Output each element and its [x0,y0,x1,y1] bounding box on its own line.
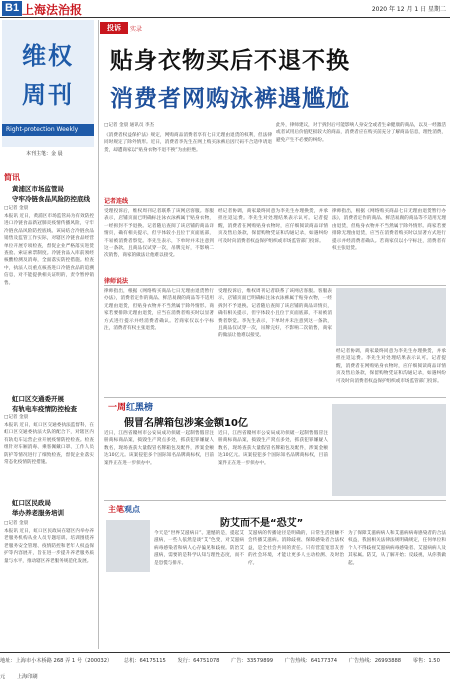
lead-headline-2: 消费者网购泳裤遇尴尬 [110,86,350,112]
footer-circulation: 发行：64751078 [177,658,220,664]
secondary-headline: 假冒名牌箱包涉案金额10亿 [124,418,248,429]
banner-subtitle: Right-protection Weekly [2,124,94,136]
lawyer-body-col2: 受理投诉后，维权周刊记者联系了该网店客服。客服表示，店铺页面已明确标注泳衣泳裤属于贴身衣物，一经拆封不予退换。记者随后查阅了该店铺的商品详情页，确有相关提示，但字体较小且位于页面底部，不易被消费者察觉。李先生表示，下单时并未注意到这一条款，且商品仅试穿一次，吊牌完好，不影响二次销售，商家的做法让他难以接受。 [218,289,332,339]
footer-price: 零售：1.50 元 [0,658,440,680]
commentary-col2: 艾滋病的传播途径是明确的，日常生活接触不会传播艾滋病。消除歧视、保障感染者合法权益，是全社会共同的责任。只有营造宽容友善的社会环境，才能让更多人主动检测、及时治疗。 [248,531,344,566]
brief-section-tag: 简讯 [4,173,20,182]
banner-title-2: 周刊 [22,81,74,109]
lead-summary-continued: 此外，律师建议，对于拆封后可能影响人身安全或者生命健康的商品，以及一经激活或者试用后价值贬损较大的商品，消费者应在购买前充分了解商品信息，理性消费，避免产生不必要的纠纷。 [276,123,446,143]
lead-byline: □记者 金晨 通讯员 李杰 [104,123,155,128]
footer-address: 地址：上海市小木桥路 268 弄 1 号（200032） [0,658,113,664]
section-rule-1 [104,205,446,206]
commentary-col1: 今天是“世界艾滋病日”。遗憾的是，提起艾滋病，一些人依然是谈“艾”色变，对艾滋病病毒感染者和病人心存偏见和歧视。防治艾滋病，需要的是科学认知与理性态度，而不是恐慌与排斥。 [154,531,244,566]
brief-3-body: 本报讯 近日，虹口区民政局在辖区内举办养老服务机构从业人员专题培训。培训围绕养老服务安全管理、疫情防控和老年人权益保护等内容展开，旨在进一步提升养老服务质量与水平，推动辖区养老服务规范化发展。 [4,529,94,564]
commentary-headline: 防艾而不是“恐艾” [220,518,304,529]
banner-title-1: 维权 [22,42,74,70]
story-divider-2 [104,500,446,501]
newspaper-masthead: 上海法治报 [22,3,83,17]
lead-kicker-tag: 投诉 [100,22,128,34]
secondary-body-2: 近日，江西省赣州市公安局成功侦破一起制售假冒注册商标商品案，捣毁生产窝点多处，抓获犯罪嫌疑人数名，现场查获大量假冒名牌箱包及配件，涉案金额达10亿元。该案侵犯多个国际知名品牌商标权，目前案件正在进一步侦办中。 [218,431,328,466]
page-number: B1 [2,1,22,16]
commentary-tag-main: 主笔 [108,505,124,514]
commentary-tag [108,504,140,515]
issue-date: 2020 年 12 月 1 日 星期二 [371,6,446,13]
commentary-tag-accent: 观点 [124,505,140,514]
lead-body-col2: 经记者协调，商家最终同意为李先生办理换货，并承担往返运费。李先生对处理结果表示认可。记者提醒，消费者在网购贴身衣物时，应仔细阅读商品详情页及售后条款，保留购物凭证和沟通记录，如遇纠纷可及时向消费者权益保护组织或市场监管部门投诉。 [218,209,328,244]
brief-2-body: 本报讯 近日，虹口区交通委执法监督科，在虹口区交通委执法大队的配合下，对辖区内有轨电车运营企业开展疫情防控检查。检查组针对车厢消毒、乘客佩戴口罩、工作人员防护等情况进行了细致检查，督促企业落实常态化疫情防控措施。 [4,423,94,466]
commentary-col3: 为了保障艾滋病病人和艾滋病病毒感染者的合法权益，我国相关法律法规明确规定，任何单位和个人不得歧视艾滋病病毒感染者、艾滋病病人及其家属。防艾，从了解开始；反歧视，从你我做起。 [348,531,446,566]
columnist-photo [106,520,150,572]
secondary-tag-accent: 红黑榜 [126,403,154,413]
footer-ads: 广告：33579899 [231,658,274,664]
lawyer-body-col3: 经记者协调，商家最终同意为李先生办理换货，并承担往返运费。李先生对处理结果表示认可。记者提醒，消费者在网购贴身衣物时，应仔细阅读商品详情页及售后条款，保留购物凭证和沟通记录，如遇纠纷可及时向消费者权益保护组织或市场监管部门投诉。 [336,349,446,384]
lead-photo [336,288,446,346]
footer-switchboard: 总机：64175115 [123,658,166,664]
footer-ads-hotline: 广告热线：64177374 [284,658,338,664]
brief-3-byline: □记者 金晨 [4,521,29,526]
secondary-tag-main: 一周 [108,403,127,413]
lawyer-body-col1: 律师指出，根据《网络购买商品七日无理由退货暂行办法》，消费者定作的商品、鲜活易腐的商品等不适用无理由退货，但贴身衣物并不当然属于除外情形。商家若要排除无理由退货，应当在消费者购买时以显著方式进行提示并经消费者确认。若商家仅以小字标注，消费者有权主张退货。 [104,289,214,332]
brief-3-headline: 虹口区民政局 [12,499,51,507]
footer-ads-hotline-2: 广告热线：26993888 [348,658,402,664]
lead-headline-1: 贴身衣物买后不退不换 [110,48,350,74]
story-divider [104,397,446,398]
brief-2-subhead: 有轨电车疫情防控检查 [12,405,77,413]
left-column [0,20,99,649]
brief-2-byline: □记者 金晨 [4,415,29,420]
lead-kicker-label: 实录 [130,26,143,33]
section-label-lawyer: 律师说法 [104,278,129,285]
lead-body-col1: 受理投诉后，维权周刊记者联系了该网店客服。客服表示，店铺页面已明确标注泳衣泳裤属于贴身衣物，一经拆封不予退换。记者随后查阅了该店铺的商品详情页，确有相关提示，但字体较小且位于页面底部，不易被消费者察觉。李先生表示，下单时并未注意到这一条款，且商品仅试穿一次，吊牌完好，不影响二次销售，商家的做法让他难以接受。 [104,209,214,259]
header-rule [0,17,450,18]
footer-bar [0,652,450,680]
brief-3-subhead: 举办养老服务培训 [12,509,64,517]
section-rule-2 [104,285,446,286]
brief-1-headline: 黄浦区市场监管局 [12,185,64,193]
secondary-photo [332,404,446,496]
secondary-tag [108,400,153,413]
brief-2-headline: 虹口区交通委开展 [12,395,64,403]
footer-printer: 上海印刷 [16,674,38,680]
section-label-reporter: 记者连线 [104,198,129,205]
secondary-body-1: 近日，江西省赣州市公安局成功侦破一起制售假冒注册商标商品案，捣毁生产窝点多处，抓获犯罪嫌疑人数名，现场查获大量假冒名牌箱包及配件，涉案金额达10亿元。该案侵犯多个国际知名品牌商标权，目前案件正在进一步侦办中。 [104,431,214,466]
brief-1-body: 本报讯 近日，黄浦区市场监管局为有效防控进口冷链食品新冠肺炎疫情传播风险，守牢冷链食品风险防控底线。该局结合冷链食品销售及监管工作实际，对辖区冷链食品经营单位开展专项检查，督促企业严格落实进货查验、索证索票制度。冷链食品入库前须经核酸检测及消毒，全面落实防控措施。检查中，执法人员重点核查进口冷链食品的追溯信息，对不能提供相关证明的，责令暂停销售。 [4,214,94,286]
editor-line: 本刊主笔：金 晨 [26,151,63,157]
brief-1-subhead: 守牢冷链食品风险防控底线 [12,195,90,203]
brief-1-byline: □记者 金晨 [4,206,29,211]
lead-body-col3: 律师指出，根据《网络购买商品七日无理由退货暂行办法》，消费者定作的商品、鲜活易腐的商品等不适用无理由退货，但贴身衣物并不当然属于除外情形。商家若要排除无理由退货，应当在消费者购买时以显著方式进行提示并经消费者确认。若商家仅以小字标注，消费者有权主张退货。 [332,209,446,252]
lead-summary: 《消费者权益保护法》规定，网购商品消费者享有七日无理由退货的权利，但法律同时规定了除外情形。近日，消费者李先生在网上购买泳裤后因尺码不合适申请退货，却遭商家以“贴身衣物不退不换”为由拒绝。 [104,133,272,153]
